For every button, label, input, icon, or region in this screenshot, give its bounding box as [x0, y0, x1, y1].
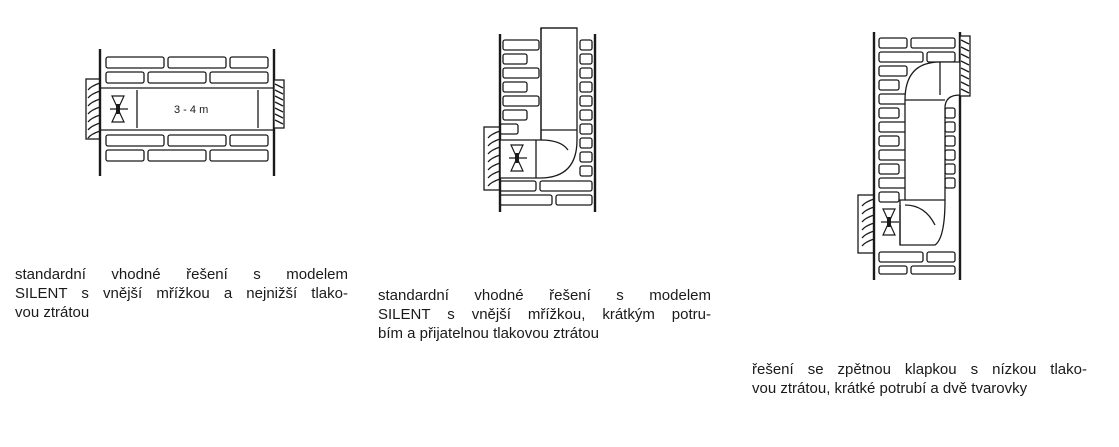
diagram-1-outer-grille [86, 79, 100, 139]
caption-diagram-2 [378, 286, 711, 343]
diagram-1-fan-icon [110, 96, 128, 122]
diagram-1-inner-grille [274, 80, 284, 128]
diagram-1-upper-bricks [106, 57, 268, 83]
caption-line: vou ztrátou, krátké potrubí a dvě tvarovky [752, 380, 1028, 397]
diagram-3-inner-grille [960, 36, 970, 96]
caption-diagram-1 [15, 265, 348, 322]
diagram-3-double-elbow-duct [858, 32, 970, 280]
caption-line: SILENT s vnější mřížkou a nejnižší tlako- [15, 285, 348, 302]
caption-line: standardní vhodné řešení s modelem [378, 287, 711, 304]
caption-line: bím a přijatelnou tlakovou ztrátou [378, 325, 599, 342]
caption-line: řešení se zpětnou klapkou s nízkou tlako- [752, 361, 1087, 378]
caption-line: SILENT s vnější mřížkou, krátkým potru- [378, 306, 711, 323]
caption-diagram-3 [752, 360, 1087, 398]
caption-line: vou ztrátou [15, 304, 90, 321]
diagram-3-outer-grille [858, 195, 874, 253]
diagram-2-elbow-duct [484, 28, 595, 212]
diagram-3-fan-icon [881, 209, 899, 235]
caption-line: standardní vhodné řešení s modelem [15, 266, 348, 283]
diagram-1-lower-bricks [106, 135, 268, 161]
diagram-1-straight-duct [86, 49, 284, 176]
duct-length-label: 3 - 4 m [174, 104, 209, 116]
diagram-2-outer-grille [484, 127, 500, 190]
